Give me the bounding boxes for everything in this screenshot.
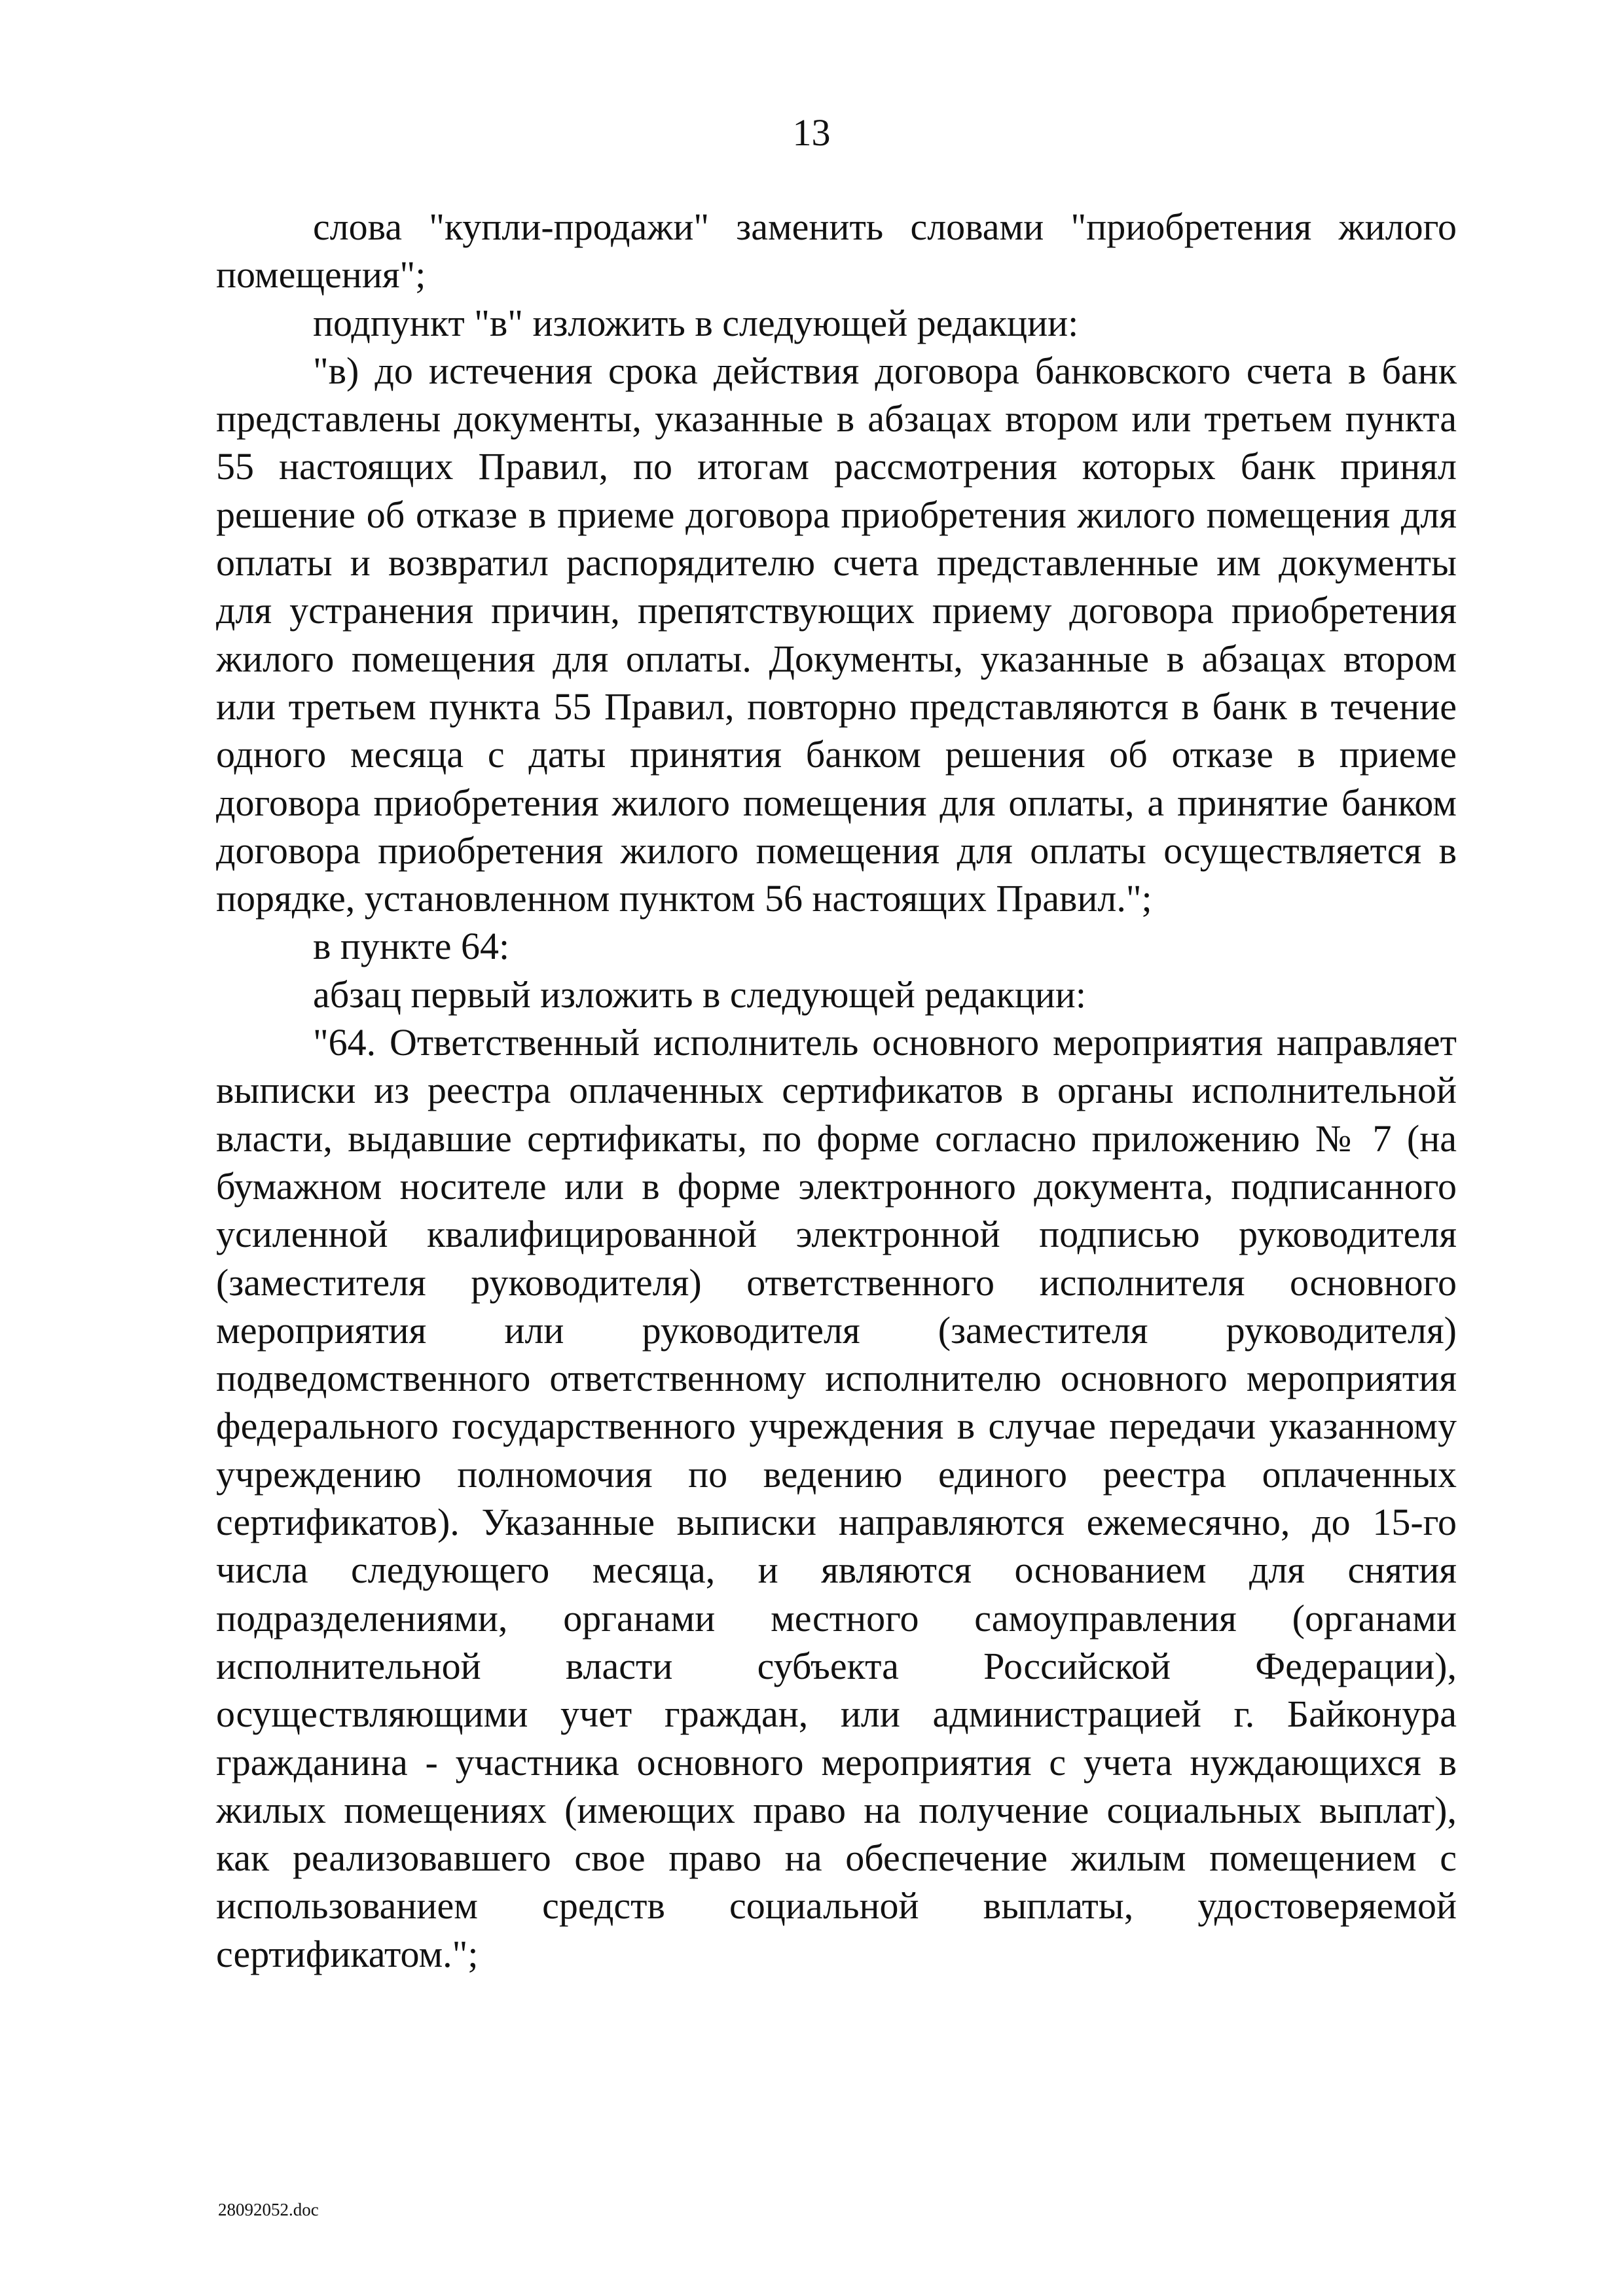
paragraph-point-64-text: "64. Ответственный исполнитель основного мероприятия направляет выписки из реестра оплаченных сертификатов в органы исполнительной власти, выдавшие сертификаты, по форме согласно приложению № 7 (на бумажном носителе или в форме электронного документа, подписанного усиленной квалифицированной электронной подписью руководителя (заместителя руководителя) ответственного исполнителя основного мероприятия или руководителя (заместителя руководителя) подведомственного ответственному исполнителю основного мероприятия федерального государственного учреждения в случае передачи указанному учреждению полномочия по ведению единого реестра оплаченных сертификатов). Указанные выписки направляются ежемесячно, до 15-го числа следующего месяца, и являются основанием для снятия подразделениями, органами местного самоуправления (органами исполнительной власти субъекта Российской Федерации), осуществляющими учет граждан, или администрацией г. Байконура гражданина - участника основного мероприятия с учета нуждающихся в жилых помещениях (имеющих право на получение социальных выплат), как реализовавшего свое право на обеспечение жилым помещением с использованием средств социальной выплаты, удостоверяемой сертификатом."; — [216, 1021, 1457, 1975]
page-number: 13 — [792, 111, 831, 154]
footer-filename: 28092052.doc — [218, 2200, 319, 2219]
paragraph-point-64-intro: в пункте 64: — [313, 925, 510, 968]
paragraph-subclause-intro: подпункт "в" изложить в следующей редакции: — [313, 301, 1079, 344]
document-body — [216, 203, 1457, 1978]
paragraph-replace-words: слова "купли-продажи" заменить словами "приобретения жилого помещения"; — [216, 206, 1457, 296]
paragraph-first-abzac-intro: абзац первый изложить в следующей редакции: — [313, 973, 1086, 1016]
paragraph-subclause-v: "в) до истечения срока действия договора банковского счета в банк представлены документы, указанные в абзацах втором или третьем пункта 55 настоящих Правил, по итогам рассмотрения которых банк принял решение об отказе в приеме договора приобретения жилого помещения для оплаты и возвратил распорядителю счета представленные им документы для устранения причин, препятствующих приему договора приобретения жилого помещения для оплаты. Документы, указанные в абзацах втором или третьем пункта 55 Правил, повторно представляются в банк в течение одного месяца с даты принятия банком решения об отказе в приеме договора приобретения жилого помещения для оплаты, а принятие банком договора приобретения жилого помещения для оплаты осуществляется в порядке, установленном пунктом 56 настоящих Правил."; — [216, 349, 1457, 920]
